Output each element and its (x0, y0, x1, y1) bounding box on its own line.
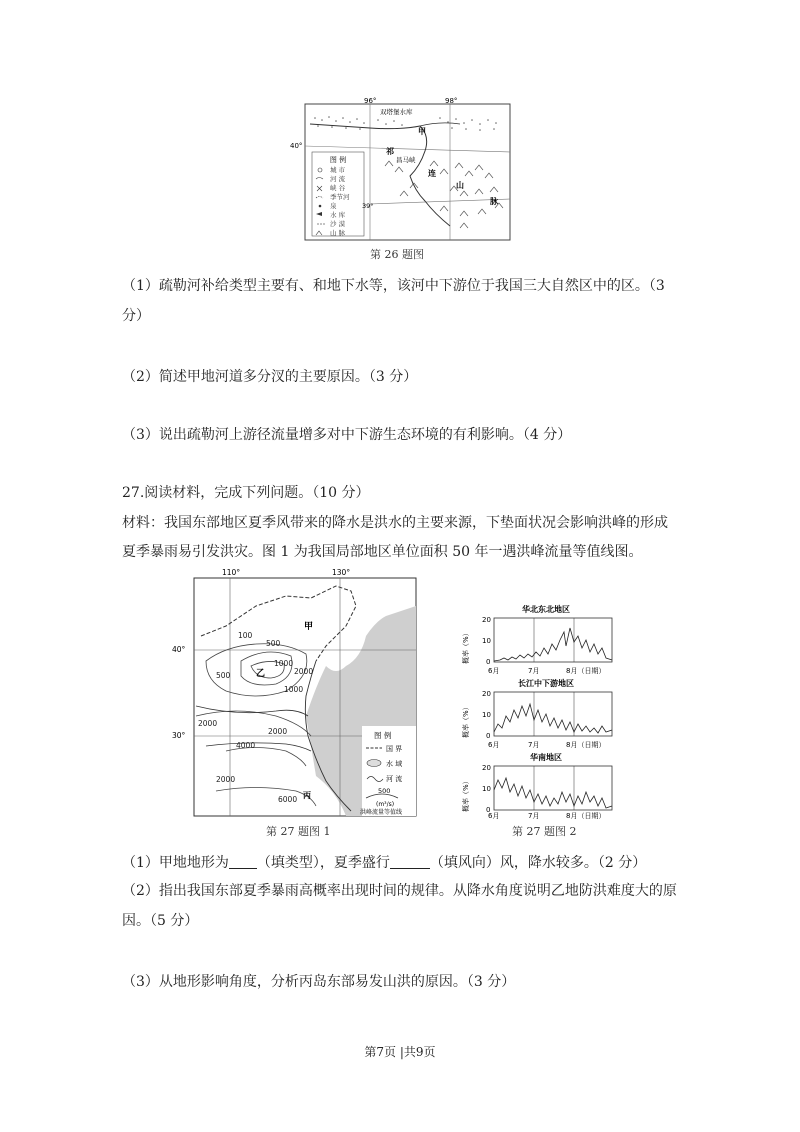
figure-27-2-caption: 第 27 题图 2 (512, 825, 577, 838)
chart-1-xtick-july: 7月 (528, 667, 540, 675)
fig27-legend-title: 图 例 (374, 731, 392, 740)
fig27-lat-30: 30° (172, 731, 186, 740)
chart-1-title: 华北东北地区 (522, 605, 570, 614)
chart-2-xtick-july: 7月 (528, 741, 540, 749)
fig27-lon-110: 110° (222, 568, 241, 577)
chart-2-ytick-10: 10 (482, 711, 491, 719)
fig26-legend-desert: 沙 漠 (330, 220, 346, 228)
chart-1-ytick-0: 0 (486, 658, 491, 666)
figure-26 (290, 96, 520, 256)
fig27-legend-value: 500 (378, 787, 391, 795)
chart-3-xtick-july: 7月 (528, 812, 540, 820)
fig27-legend-desc: 洪峰流量等值线 (360, 809, 403, 816)
q27-part1 (122, 853, 646, 873)
figure-27-1 (172, 566, 436, 822)
page-footer: 第7页 |共9页 (364, 1045, 436, 1059)
figure-27-2-charts (460, 602, 620, 818)
fig26-range-3: 山 (456, 181, 464, 190)
chart-3-ytick-0: 0 (486, 806, 491, 814)
fig26-place-jia: 甲 (418, 127, 426, 136)
figure-26-caption: 第 26 题图 (370, 248, 424, 261)
fig26-legend-reservoir: 水 库 (330, 211, 346, 219)
q27-part1-text-a: （1）甲地地形为 (122, 855, 229, 871)
fig26-legend-river: 河 流 (330, 175, 346, 183)
fig26-reservoir-label: 双塔堡水库 (380, 108, 413, 116)
fig26-range-2: 连 (428, 169, 436, 178)
q27-part1-blank-wind[interactable] (390, 854, 430, 869)
contour-2000-mid: 2000 (268, 727, 288, 736)
q26-part3: （3）说出疏勒河上游径流量增多对中下游生态环境的有利影响。（4 分） (122, 427, 572, 443)
q26-part1-line1: （1）疏勒河补给类型主要有、和地下水等，该河中下游位于我国三大自然区中的区。（3 (122, 278, 665, 294)
chart-1-ylabel: 概率（%） (462, 629, 470, 664)
contour-4000: 4000 (236, 741, 256, 750)
fig27-lon-130: 130° (332, 568, 351, 577)
chart-huabei (461, 604, 612, 675)
fig26-lat-top: 40° (290, 142, 303, 150)
fig27-legend-border: 国 界 (386, 745, 403, 753)
chart-1-xtick-june: 6月 (488, 667, 500, 675)
fig26-legend-gorge: 峡 谷 (330, 184, 346, 192)
chart-2-ytick-0: 0 (486, 732, 491, 740)
fig26-place-changma: 昌马峡 (396, 156, 416, 164)
chart-1-xtick-aug: 8月（日期） (566, 667, 606, 675)
fig26-lon-right: 98° (445, 97, 458, 105)
fig27-legend-unit: (m³/s) (376, 801, 395, 808)
fig26-legend-spring: 泉 (330, 202, 337, 210)
q27-part2-line2: 因。（5 分） (122, 913, 199, 929)
contour-6000: 6000 (278, 795, 298, 804)
fig27-legend-river: 河 流 (386, 775, 403, 783)
q27-part1-text-c: （填风向）风，降水较多。（2 分） (429, 855, 647, 871)
q26-part2: （2）简述甲地河道多分汊的主要原因。（3 分） (122, 369, 418, 385)
chart-changjiang (461, 678, 612, 749)
contour-100: 100 (238, 631, 253, 640)
chart-3-ytick-10: 10 (482, 785, 491, 793)
chart-2-title: 长江中下游地区 (518, 679, 574, 688)
chart-2-ytick-20: 20 (482, 690, 491, 698)
chart-2-xtick-aug: 8月（日期） (566, 741, 606, 749)
contour-1000-north: 1000 (274, 659, 294, 668)
figure-26-map (290, 96, 520, 256)
contour-2000-south: 2000 (216, 775, 236, 784)
contour-2000-west: 2000 (198, 719, 218, 728)
fig27-place-jia: 甲 (304, 622, 314, 632)
chart-1-ytick-10: 10 (482, 637, 491, 645)
fig26-range-4: 脉 (490, 197, 498, 206)
chart-3-ylabel: 概率（%） (462, 777, 470, 812)
fig26-range-1: 祁 (386, 147, 394, 156)
figure-27-2 (460, 602, 620, 818)
q27-part1-blank-terrain[interactable] (229, 854, 257, 869)
q27-part3: （3）从地形影响角度，分析丙岛东部易发山洪的原因。（3 分） (122, 974, 516, 990)
fig26-lat-bottom: 39° (362, 202, 374, 210)
fig27-lat-40: 40° (172, 645, 186, 654)
contour-1000-east: 1000 (284, 685, 304, 694)
q27-material-line2: 夏季暴雨易引发洪灾。图 1 为我国局部地区单位面积 50 年一遇洪峰流量等值线图。 (122, 544, 643, 560)
contour-500-north: 500 (266, 639, 281, 648)
fig26-lon-left: 96° (364, 97, 377, 105)
chart-1-ytick-20: 20 (482, 616, 491, 624)
fig26-legend-mountain: 山 脉 (330, 229, 346, 237)
fig27-place-yi: 乙 (256, 669, 266, 679)
q26-part1-line2: 分） (122, 308, 150, 324)
chart-3-title: 华南地区 (530, 753, 562, 762)
chart-3-xtick-aug: 8月（日期） (566, 812, 606, 820)
q27-title: 27.阅读材料，完成下列问题。（10 分） (122, 485, 370, 501)
chart-3-ytick-20: 20 (482, 764, 491, 772)
figure-27-1-caption: 第 27 题图 1 (266, 825, 331, 838)
fig26-legend-seasonal: 季节河 (330, 193, 350, 201)
q27-part1-text-b: （填类型），夏季盛行 (256, 855, 390, 871)
chart-3-xtick-june: 6月 (488, 812, 500, 820)
fig27-place-bing: 丙 (303, 791, 311, 800)
fig26-legend-title: 图 例 (329, 156, 347, 164)
chart-2-xtick-june: 6月 (488, 741, 500, 749)
chart-2-ylabel: 概率（%） (462, 703, 470, 738)
fig26-legend-city: 城 市 (330, 166, 346, 174)
figure-27-1-map (172, 566, 436, 822)
q27-material-line1: 材料：我国东部地区夏季风带来的降水是洪水的主要来源，下垫面状况会影响洪峰的形成 (122, 515, 668, 531)
chart-huanan (461, 752, 612, 820)
contour-2000-north: 2000 (294, 667, 314, 676)
contour-500-west: 500 (216, 671, 231, 680)
q27-part2-line1: （2）指出我国东部夏季暴雨高概率出现时间的规律。从降水角度说明乙地防洪难度大的原 (122, 883, 677, 899)
fig27-legend-water: 水 域 (386, 760, 403, 768)
